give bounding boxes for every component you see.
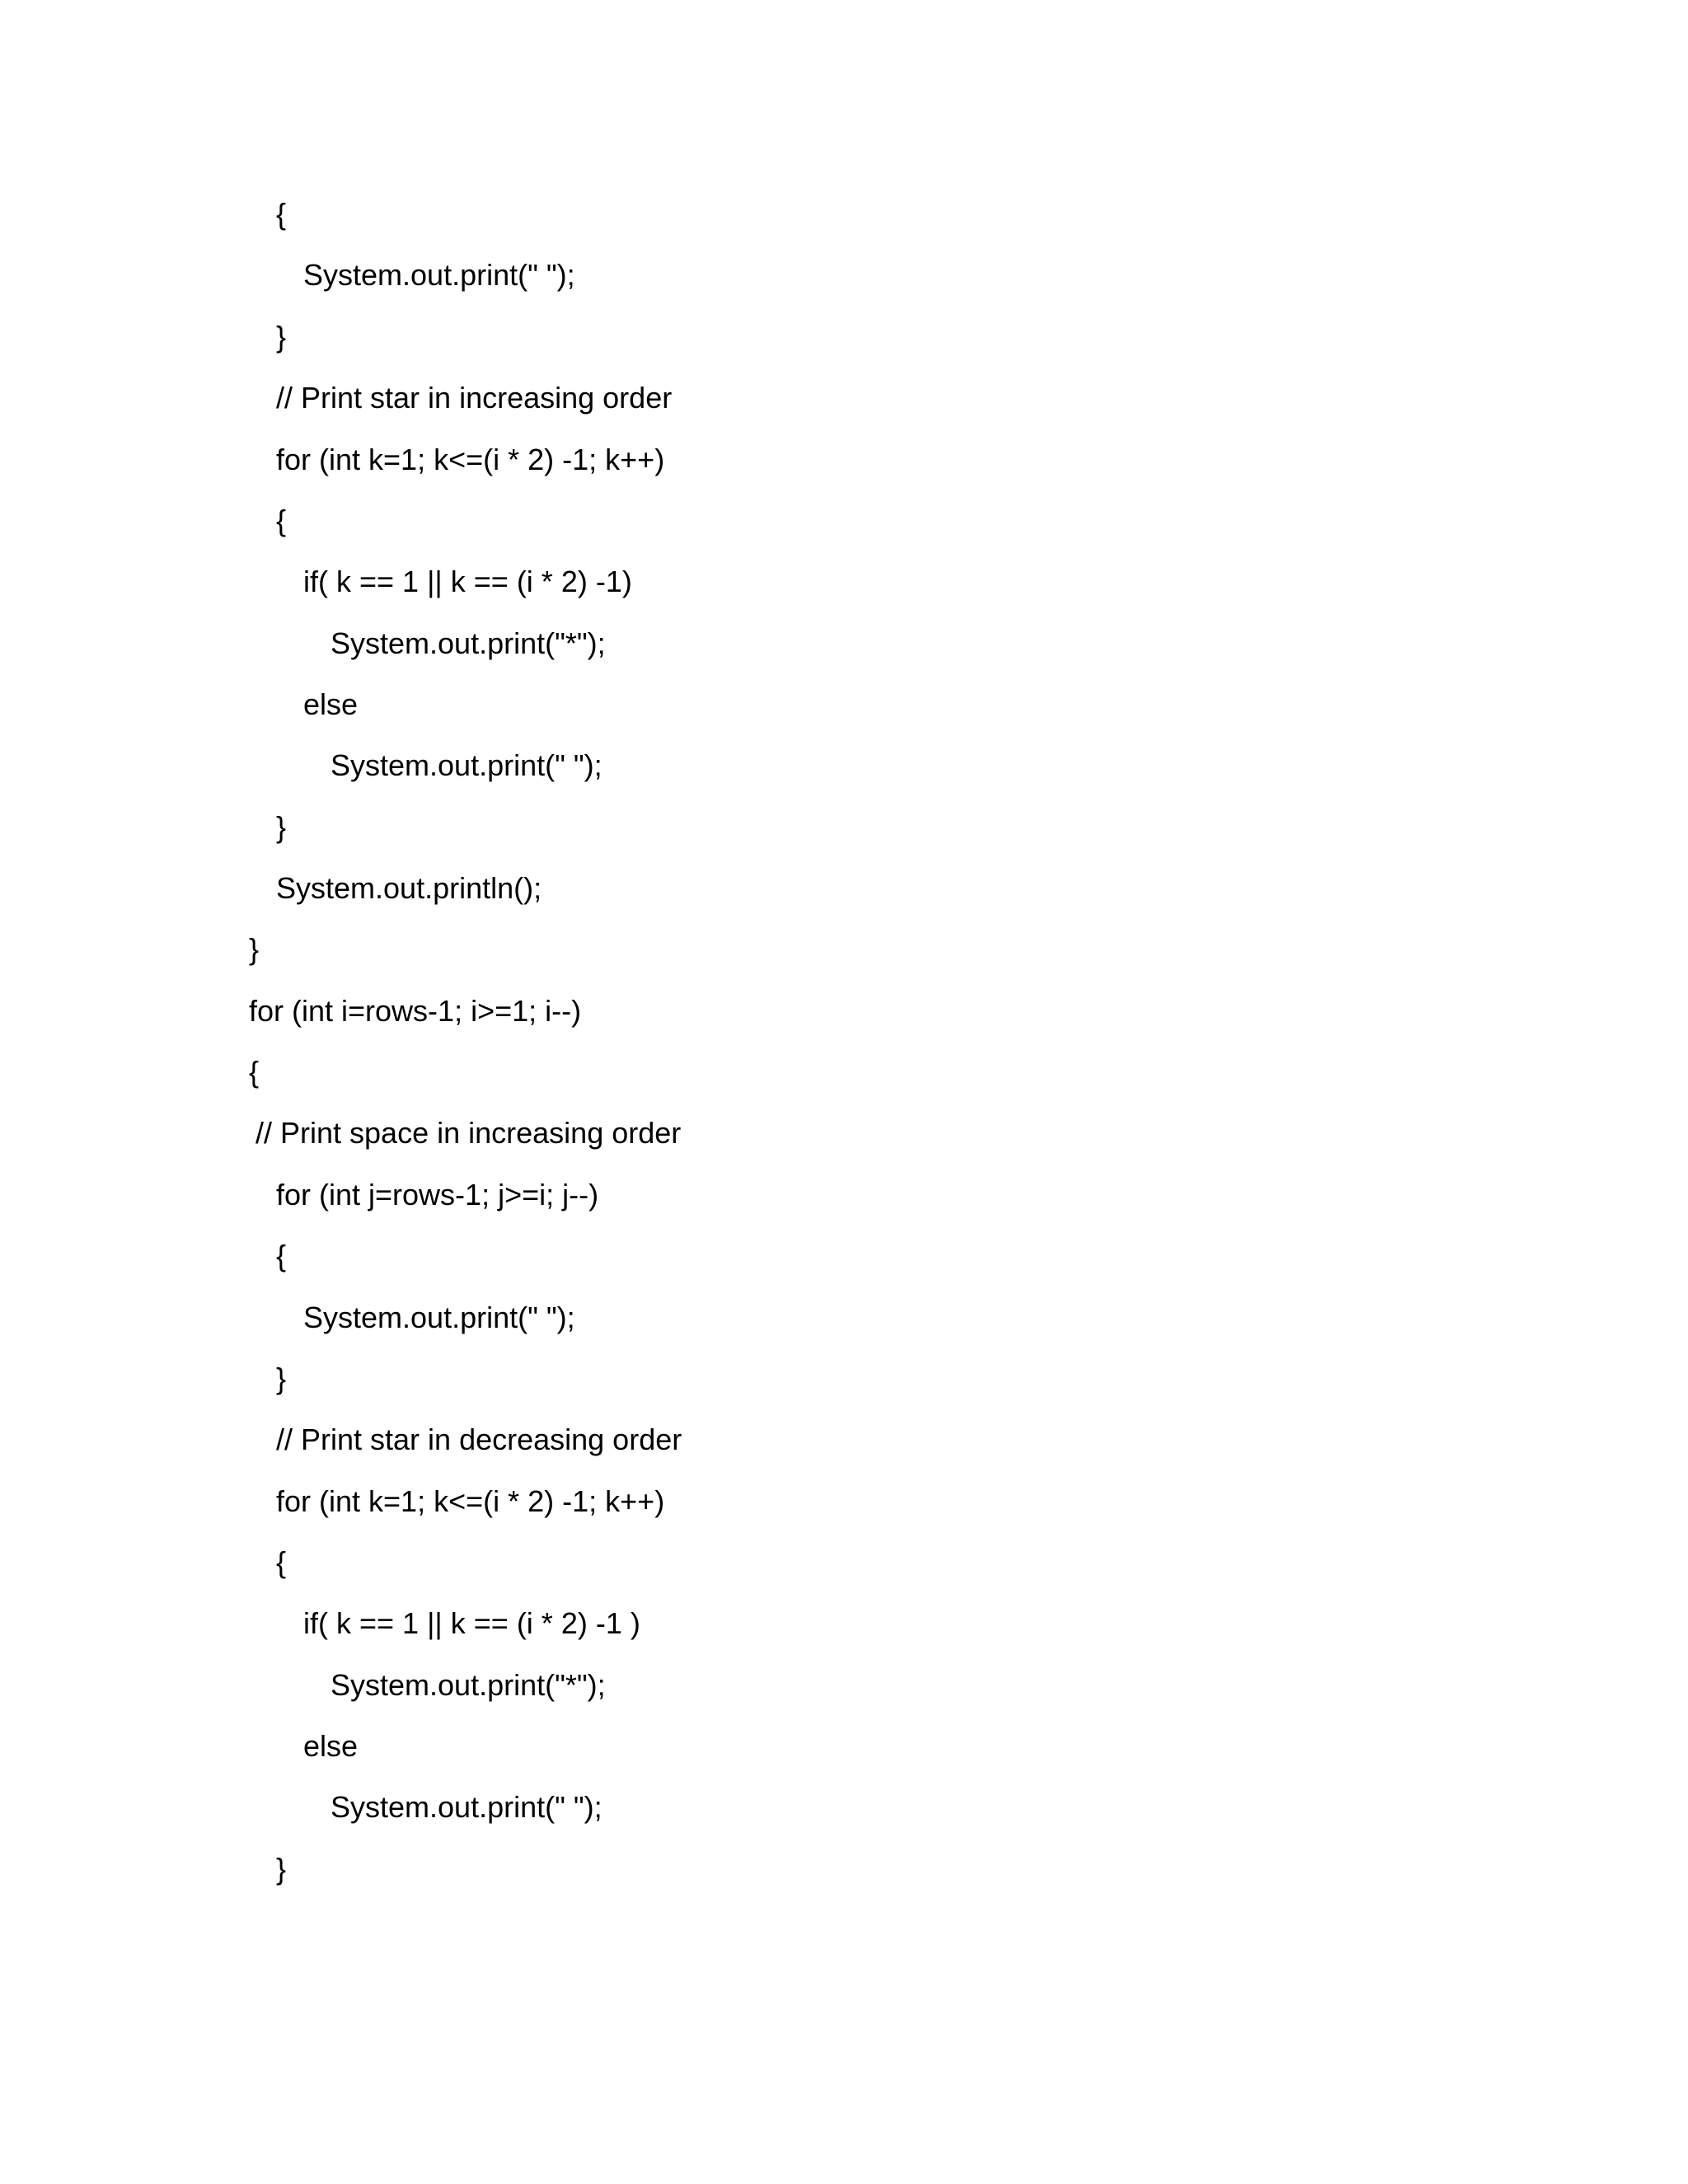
code-comment: // Print star in decreasing order xyxy=(276,1422,682,1456)
code-line: } xyxy=(276,810,287,844)
code-line: System.out.print(" "); xyxy=(331,1790,603,1824)
code-line: for (int i=rows-1; i>=1; i--) xyxy=(249,994,582,1028)
code-line: if( k == 1 || k == (i * 2) -1 ) xyxy=(303,1606,640,1640)
code-line: System.out.print("*"); xyxy=(331,626,606,660)
code-line: } xyxy=(276,1361,287,1395)
code-line: { xyxy=(276,1545,287,1579)
code-line: System.out.print(" "); xyxy=(303,1301,575,1334)
code-line: System.out.print(" "); xyxy=(331,748,603,782)
code-line: { xyxy=(276,1239,287,1272)
code-comment: // Print space in increasing order xyxy=(256,1116,682,1150)
code-line: else xyxy=(303,687,359,721)
code-line: } xyxy=(249,932,260,966)
code-comment: // Print star in increasing order xyxy=(276,381,673,415)
code-line: { xyxy=(249,1055,260,1089)
code-line: { xyxy=(276,197,287,231)
code-line: else xyxy=(303,1729,359,1763)
code-line: for (int j=rows-1; j>=i; j--) xyxy=(276,1178,599,1212)
code-line: for (int k=1; k<=(i * 2) -1; k++) xyxy=(276,1484,665,1518)
code-line: for (int k=1; k<=(i * 2) -1; k++) xyxy=(276,443,665,476)
code-line: System.out.println(); xyxy=(276,871,542,905)
code-line: { xyxy=(276,504,287,537)
code-line: } xyxy=(276,1852,287,1886)
code-line: System.out.print("*"); xyxy=(331,1668,606,1702)
code-line: System.out.print(" "); xyxy=(303,258,575,292)
code-line: if( k == 1 || k == (i * 2) -1) xyxy=(303,565,632,598)
code-line: } xyxy=(276,320,287,354)
